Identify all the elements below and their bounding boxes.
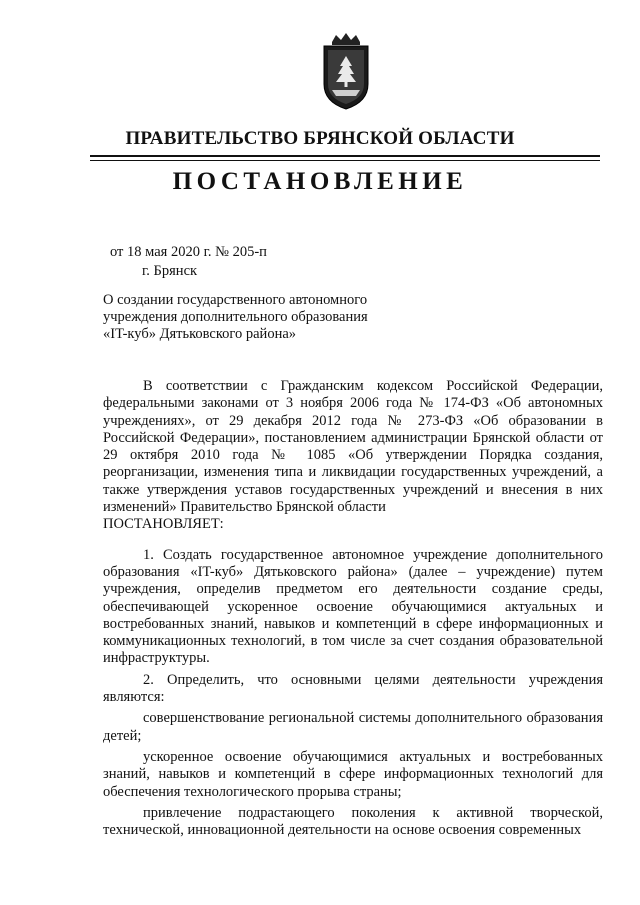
subject-line: «IT-куб» Дятьковского района» xyxy=(103,326,297,342)
coat-of-arms-icon xyxy=(316,32,376,112)
document-subject xyxy=(103,292,368,343)
city-line: г. Брянск xyxy=(142,263,198,279)
subject-line: О создании государственного автономного xyxy=(103,292,368,308)
header-rule-thick xyxy=(90,155,600,157)
header-rule-thin xyxy=(90,160,600,161)
preamble-paragraph: В соответствии с Гражданским кодексом Российской Федерации, федеральными законами от 3 ноября 2006 года № 174-ФЗ «Об автономных учреждениях», от 29 декабря 2012 года № 273-ФЗ «Об образовании в Российской Федерации», постановлением администрации Брянской области от 29 октября 2010 года № 1085 «Об утверждении Порядка создания, реорганизации, изменения типа и ликвидации государственных учреждений, а также утверждения уставов государственных учреждений и внесения в них изменений» Правительство Брянской области xyxy=(103,378,603,516)
document-type-title: ПОСТАНОВЛЕНИЕ xyxy=(172,168,468,195)
goal-3-paragraph: привлечение подрастающего поколения к активной творческой, технической, инновационной деятельности на основе освоения современных xyxy=(103,804,603,839)
goal-2-paragraph: ускоренное освоение обучающимися актуальных и востребованных знаний, навыков и компетенций в сфере информационных технологий для обеспечения технологического прорыва страны; xyxy=(103,748,603,800)
item-1-paragraph: 1. Создать государственное автономное учреждение дополнительного образования «IT-куб» Дятьковского района» (далее – учреждение) путем учреждения, определив предметом его деятельности создание среды, обеспечивающей ускоренное освоение обучающимися актуальных и востребованных знаний, навыков и компетенций в сфере информационных и коммуникационных технологий, в том числе за счет создания образовательной инфраструктуры. xyxy=(103,546,603,667)
item-2-paragraph: 2. Определить, что основными целями деятельности учреждения являются: xyxy=(103,671,603,706)
organization-title: ПРАВИТЕЛЬСТВО БРЯНСКОЙ ОБЛАСТИ xyxy=(125,128,515,149)
subject-line: учреждения дополнительного образования xyxy=(103,309,368,325)
goal-1-paragraph: совершенствование региональной системы дополнительного образования детей; xyxy=(103,710,603,744)
decree-word: ПОСТАНОВЛЯЕТ: xyxy=(103,516,224,533)
document-body xyxy=(103,378,603,839)
date-number-line: от 18 мая 2020 г. № 205-п xyxy=(110,244,267,260)
